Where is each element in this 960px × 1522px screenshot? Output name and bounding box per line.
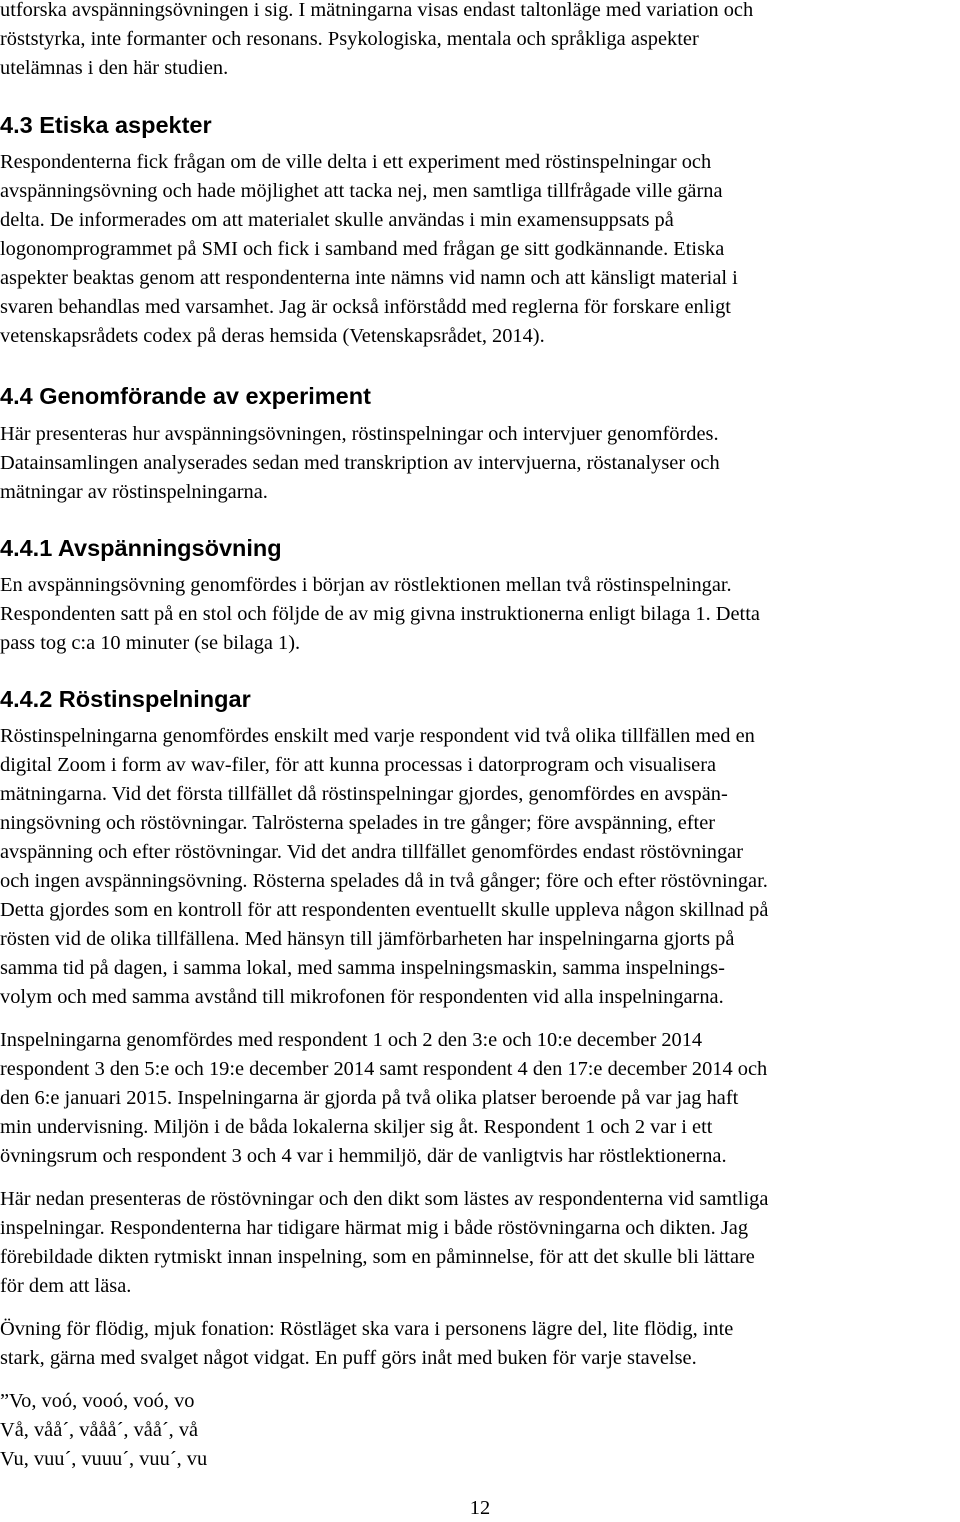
text-line: svaren behandlas med varsamhet. Jag är också införstådd med reglerna för forskare enligt bbox=[0, 296, 731, 318]
text-line: utforska avspänningsövningen i sig. I mätningarna visas endast taltonläge med variation och bbox=[0, 0, 754, 21]
text-line: inspelningar. Respondenterna har tidigare härmat mig i både röstövningarna och dikten. Jag bbox=[0, 1217, 749, 1239]
text-line: Respondenterna fick frågan om de ville delta i ett experiment med röstinspelningar och bbox=[0, 151, 712, 173]
text-line: avspänning och efter röstövningar. Vid det andra tillfället genomfördes endast röstövningar bbox=[0, 841, 744, 863]
text-line: Detta gjordes som en kontroll för att respondenten eventuellt skulle uppleva någon skillnad på bbox=[0, 899, 769, 921]
text-line: min undervisning. Miljön i de båda lokalerna skiljer sig åt. Respondent 1 och 2 var i ett bbox=[0, 1116, 713, 1138]
text-line: En avspänningsövning genomfördes i början av röstlektionen mellan två röstinspelningar. bbox=[0, 574, 732, 596]
text-line: Här nedan presenteras de röstövningar och den dikt som lästes av respondenterna vid samtliga bbox=[0, 1188, 769, 1210]
text-line: respondent 3 den 5:e och 19:e december 2014 samt respondent 4 den 17:e december 2014 och bbox=[0, 1058, 768, 1080]
text-line: för dem att läsa. bbox=[0, 1275, 132, 1297]
text-line: förebildade dikten rytmiskt innan inspelning, som en påminnelse, för att det skulle bli lättare bbox=[0, 1246, 755, 1268]
text-line: Röstinspelningarna genomfördes enskilt med varje respondent vid två olika tillfällen med en bbox=[0, 725, 755, 747]
text-line: ningsövning och röstövningar. Talrösterna spelades in tre gånger; före avspänning, efter bbox=[0, 812, 716, 834]
text-line: digital Zoom i form av wav-filer, för att kunna processas i datorprogram och visualisera bbox=[0, 754, 717, 776]
text-line: övningsrum och respondent 3 och 4 var i hemmiljö, där de vanligtvis har röstlektionerna. bbox=[0, 1145, 727, 1167]
section-heading-4-3: 4.3 Etiska aspekter bbox=[0, 112, 212, 138]
text-line: logonomprogrammet på SMI och fick i samband med frågan ge sitt godkännande. Etiska bbox=[0, 238, 725, 260]
text-line: Inspelningarna genomfördes med respondent 1 och 2 den 3:e och 10:e december 2014 bbox=[0, 1029, 703, 1051]
text-line: aspekter beaktas genom att respondenterna inte nämns vid namn och att känsligt material i bbox=[0, 267, 738, 289]
text-line: den 6:e januari 2015. Inspelningarna är gjorda på två olika platser beroende på var jag haft bbox=[0, 1087, 739, 1109]
text-line: och ingen avspänningsövning. Rösterna spelades då in två gånger; före och efter röstövningar. bbox=[0, 870, 768, 892]
text-line: stark, gärna med svalget något vidgat. En puff görs inåt med buken för varje stavelse. bbox=[0, 1347, 697, 1369]
text-line: volym och med samma avstånd till mikrofonen för respondenten vid alla inspelningarna. bbox=[0, 986, 724, 1008]
poem-line: Vå, våå´, vååå´, våå´, vå bbox=[0, 1419, 199, 1441]
poem-line: Vu, vuu´, vuuu´, vuu´, vu bbox=[0, 1448, 208, 1470]
text-line: utelämnas i den här studien. bbox=[0, 57, 229, 79]
text-line: vetenskapsrådets codex på deras hemsida (Vetenskapsrådet, 2014). bbox=[0, 325, 545, 347]
text-line: rösten vid de olika tillfällena. Med hänsyn till jämförbarheten har inspelningarna gjorts på bbox=[0, 928, 735, 950]
text-line: Respondenten satt på en stol och följde de av mig givna instruktionerna enligt bilaga 1. Detta bbox=[0, 603, 760, 625]
text-line: Här presenteras hur avspänningsövningen, röstinspelningar och intervjuer genomfördes. bbox=[0, 423, 719, 445]
section-heading-4-4: 4.4 Genomförande av experiment bbox=[0, 383, 371, 409]
page-number: 12 bbox=[469, 1497, 491, 1519]
text-line: röststyrka, inte formanter och resonans. Psykologiska, mentala och språkliga aspekter bbox=[0, 28, 699, 50]
text-line: mätningarna. Vid det första tillfället då röstinspelningar gjordes, genomfördes en avspän- bbox=[0, 783, 728, 805]
text-line: samma tid på dagen, i samma lokal, med samma inspelningsmaskin, samma inspelnings- bbox=[0, 957, 725, 979]
text-line: mätningar av röstinspelningarna. bbox=[0, 481, 268, 503]
text-line: Övning för flödig, mjuk fonation: Röstläget ska vara i personens lägre del, lite flödig, inte bbox=[0, 1318, 734, 1340]
section-heading-4-4-2: 4.4.2 Röstinspelningar bbox=[0, 686, 251, 712]
text-line: pass tog c:a 10 minuter (se bilaga 1). bbox=[0, 632, 301, 654]
text-line: Datainsamlingen analyserades sedan med transkription av intervjuerna, röstanalyser och bbox=[0, 452, 720, 474]
text-line: delta. De informerades om att materialet skulle användas i min examensuppsats på bbox=[0, 209, 674, 231]
text-line: avspänningsövning och hade möjlighet att tacka nej, men samtliga tillfrågade ville gärna bbox=[0, 180, 723, 202]
poem-line: ”Vo, voó, vooó, voó, vo bbox=[0, 1390, 195, 1412]
section-heading-4-4-1: 4.4.1 Avspänningsövning bbox=[0, 535, 282, 561]
